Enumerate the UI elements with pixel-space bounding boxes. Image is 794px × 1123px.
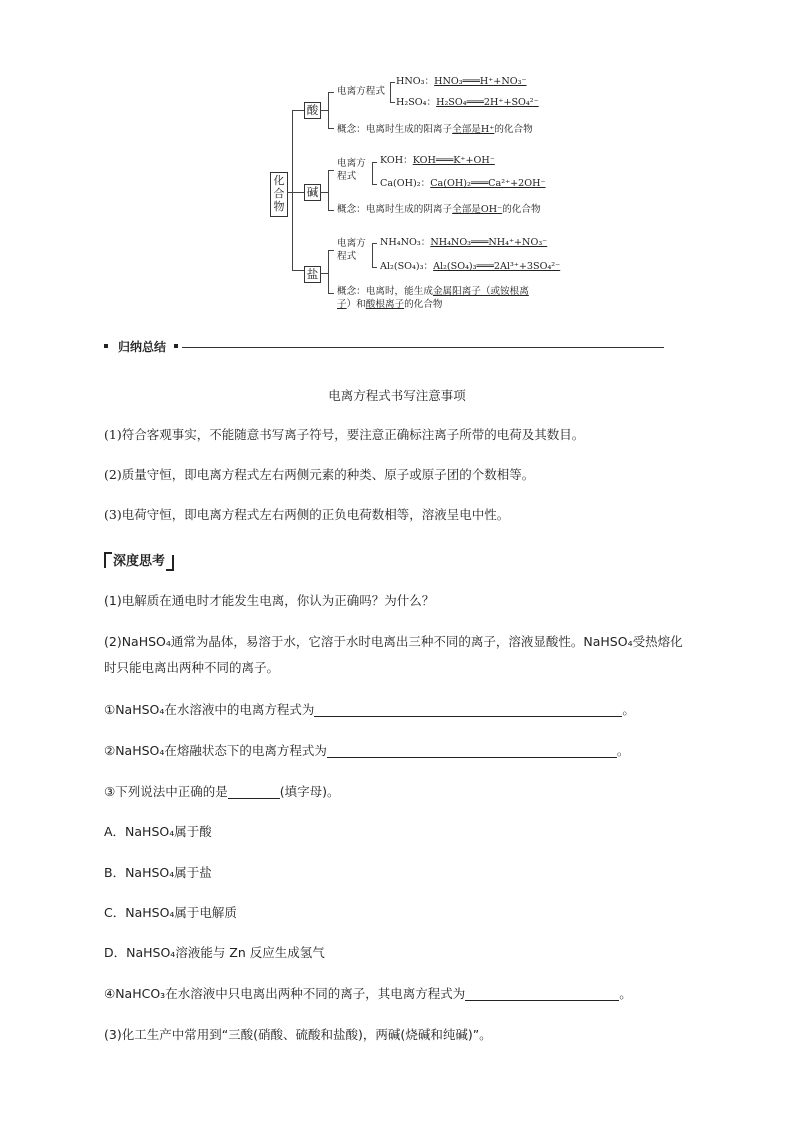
root-box <box>270 172 288 217</box>
salt-concept-mid: ）和 <box>346 299 366 310</box>
salt-label: 盐 <box>306 267 319 281</box>
salt-concept-line2 <box>337 299 443 311</box>
acid-brace-top <box>328 92 334 93</box>
salt-concept-post: 的化合物 <box>404 299 443 310</box>
question-2-3-hint: (填字母)。 <box>279 784 340 799</box>
question-1: (1)电解质在通电时才能发生电离，你认为正确吗？为什么？ <box>104 593 435 608</box>
acid-concept <box>337 124 533 136</box>
base-connector <box>292 192 304 193</box>
acid-label: 酸 <box>306 103 319 117</box>
acid-box <box>304 102 321 119</box>
question-2-4-text: ④NaHCO₃在水溶液中只电离出两种不同的离子，其电离方程式为 <box>104 986 466 1001</box>
question-2-line-1: (2)NaHSO₄通常为晶体，易溶于水，它溶于水时电离出三种不同的离子，溶液显酸性。NaHSO₄受热熔化 <box>104 634 683 649</box>
base-eq2 <box>380 178 546 190</box>
answer-blank-2-1[interactable] <box>314 702 622 717</box>
acid-eq-brace-bottom <box>390 102 395 103</box>
salt-concept-pre: 概念：电离时，能生成 <box>337 286 433 297</box>
salt-concept-key1: 金属阳离子（或铵根离 <box>432 286 529 297</box>
base-box <box>304 184 321 201</box>
salt-eq2-formula: Al₂(SO₄)₃═══2Al³⁺+3SO₄²⁻ <box>433 261 561 272</box>
summary-item-1: (1)符合客观事实，不能随意书写离子符号，要注意正确标注离子所带的电荷及其数目。 <box>104 427 585 442</box>
base-concept-pre: 概念：电离时生成的阴离子 <box>337 204 453 215</box>
acid-eq-brace-top <box>390 82 395 83</box>
acid-eq-label: 电离方程式 <box>337 86 385 97</box>
salt-box <box>304 266 321 283</box>
option-b: B．NaHSO₄属于盐 <box>104 865 212 880</box>
question-2-3-text: ③下列说法中正确的是 <box>104 784 228 799</box>
acid-concept-key: 全部是H⁺ <box>452 124 495 135</box>
acid-concept-pre: 概念：电离时生成的阳离子 <box>337 124 453 135</box>
question-2-1 <box>104 701 635 719</box>
thinking-header <box>104 550 174 571</box>
acid-concept-post: 的化合物 <box>494 124 533 135</box>
bracket-left <box>104 552 112 568</box>
acid-brace-bottom <box>328 128 334 129</box>
salt-eq2 <box>380 261 560 273</box>
summary-rule <box>182 347 664 348</box>
salt-eq1-formula: NH₄NO₃═══NH₄⁺+NO₃⁻ <box>430 237 548 248</box>
base-brace-bottom <box>328 210 334 211</box>
acid-eq1-name: HNO₃： <box>396 76 435 87</box>
salt-eq1-name: NH₄NO₃： <box>380 237 431 248</box>
base-eq1-name: KOH： <box>380 155 413 166</box>
answer-blank-2-2[interactable] <box>327 743 617 758</box>
salt-eq2-name: Al₂(SO₄)₃： <box>380 261 434 272</box>
base-eq1 <box>380 155 495 167</box>
answer-blank-2-3[interactable] <box>228 784 280 799</box>
base-concept <box>337 204 541 216</box>
period: 。 <box>616 743 630 758</box>
salt-eq1 <box>380 237 547 249</box>
question-2-2-text: ②NaHSO₄在熔融状态下的电离方程式为 <box>104 743 327 758</box>
salt-eq-brace-bottom <box>372 267 377 268</box>
summary-bullet-left <box>104 344 108 348</box>
acid-line <box>320 110 328 111</box>
question-3: (3)化工生产中常用到“三酸(硝酸、硫酸和盐酸)，两碱(烧碱和纯碱)”。 <box>104 1027 492 1042</box>
salt-line <box>320 273 328 274</box>
base-eq2-name: Ca(OH)₂： <box>380 178 431 189</box>
acid-eq2 <box>396 97 539 109</box>
root-spine <box>292 110 293 270</box>
base-eq-brace <box>372 162 373 184</box>
salt-concept-key1-end: 子 <box>337 299 347 310</box>
base-eq-brace-top <box>372 162 377 163</box>
question-2-2 <box>104 742 629 760</box>
question-2-3 <box>104 783 339 801</box>
salt-brace-bottom <box>328 293 334 294</box>
option-a: A．NaHSO₄属于酸 <box>104 824 212 839</box>
salt-brace-top <box>328 250 334 251</box>
period: 。 <box>619 986 632 1001</box>
salt-eq-label-1: 电离方 <box>337 238 366 249</box>
base-eq-label-2: 程式 <box>337 171 357 182</box>
thinking-header-label: 深度思考 <box>113 554 166 569</box>
acid-eq-brace <box>390 82 391 102</box>
period: 。 <box>622 702 635 717</box>
acid-eq1 <box>396 76 527 88</box>
salt-connector <box>292 270 304 271</box>
root-label: 化合物 <box>273 174 285 213</box>
answer-blank-2-4[interactable] <box>465 986 619 1001</box>
salt-eq-brace <box>372 243 373 267</box>
base-eq-label-1: 电离方 <box>337 158 366 169</box>
summary-item-2: (2)质量守恒，即电离方程式左右两侧元素的种类、原子或原子团的个数相等。 <box>104 467 535 482</box>
salt-eq-brace-top <box>372 243 377 244</box>
salt-brace <box>328 250 329 293</box>
salt-eq-label-2: 程式 <box>337 251 357 262</box>
salt-concept-line1 <box>337 286 529 298</box>
base-concept-key: 全部是OH⁻ <box>452 204 503 215</box>
question-2-1-text: ①NaHSO₄在水溶液中的电离方程式为 <box>104 702 315 717</box>
acid-eq1-formula: HNO₃═══H⁺+NO₃⁻ <box>434 76 527 87</box>
acid-eq2-name: H₂SO₄： <box>396 97 437 108</box>
base-line <box>320 192 328 193</box>
acid-brace <box>328 92 329 128</box>
bracket-right <box>166 555 174 571</box>
summary-bullet-right <box>174 344 178 348</box>
base-eq-brace-bottom <box>372 184 377 185</box>
option-d: D．NaHSO₄溶液能与 Zn 反应生成氢气 <box>104 945 325 960</box>
question-2-line-2: 时只能电离出两种不同的离子。 <box>104 660 280 675</box>
summary-header <box>104 339 664 355</box>
option-c: C．NaHSO₄属于电解质 <box>104 905 237 920</box>
question-2-4 <box>104 985 632 1003</box>
acid-connector <box>292 110 304 111</box>
summary-item-3: (3)电荷守恒，即电离方程式左右两侧的正负电荷数相等，溶液呈电中性。 <box>104 507 510 522</box>
base-brace-top <box>328 170 334 171</box>
summary-title: 电离方程式书写注意事项 <box>328 388 466 403</box>
compound-classification-diagram <box>262 70 582 320</box>
acid-eq2-formula: H₂SO₄═══2H⁺+SO₄²⁻ <box>436 97 539 108</box>
base-eq1-formula: KOH═══K⁺+OH⁻ <box>412 155 495 166</box>
base-brace <box>328 170 329 210</box>
salt-concept-key2: 酸根离子 <box>365 299 405 310</box>
base-label: 碱 <box>306 185 319 199</box>
base-concept-post: 的化合物 <box>502 204 541 215</box>
summary-header-label: 归纳总结 <box>118 340 167 354</box>
base-eq2-formula: Ca(OH)₂═══Ca²⁺+2OH⁻ <box>430 178 546 189</box>
